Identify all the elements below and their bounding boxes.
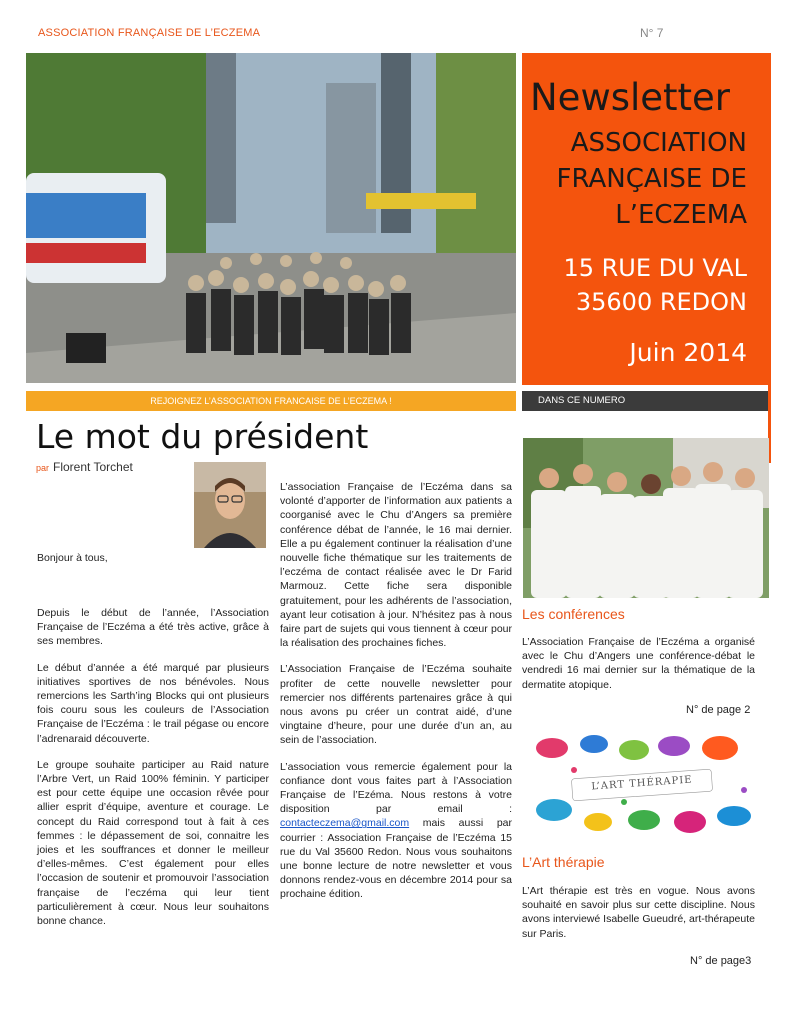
address-line: 15 RUE DU VAL bbox=[563, 254, 747, 282]
newsletter-title: Newsletter bbox=[530, 76, 731, 119]
paragraph: L’association Française de l’Eczéma dans sa volonté d’apporter de l’information aux patients a coorganisé avec le Chu d’Angers sa première conférence débat de l’année, le 16 mai dernier. Elle a pu également continuer la réalisation d’une nouvelle fiche thématique sur les traitements de l’eczéma de contact réalisée avec le Dr Farid Marmouz. Cette fiche sera disponible gratuitement, pour les adhérents de l’association, ayant leur cotisation à jour. N’hésitez pas à nous faire part de sujets qui vous tiennent à cœur pour la réalisation des prochaines fiches. bbox=[280, 481, 512, 650]
orange-edge bbox=[768, 53, 771, 463]
author-name: Florent Torchet bbox=[53, 460, 133, 474]
art-therapy-illustration bbox=[524, 730, 760, 840]
contact-text-pre: L’association vous remercie également pour la confiance dont vous faites part à l’Association Française de l’Ezéma. Nous restons à votre disposition par email : bbox=[280, 760, 512, 816]
issue-number: N° 7 bbox=[640, 26, 664, 40]
conferences-text: L’Association Française de l’Eczéma a organisé avec le Chu d’Angers une conférence-débat le vendredi 16 mai dernier sur la thématique de la dermatite atopique. bbox=[522, 636, 755, 691]
contents-banner: DANS CE NUMERO bbox=[522, 391, 768, 411]
paragraph: Le groupe souhaite participer au Raid nature l’Arbre Vert, un Raid 100% féminin. Y participer est pour cette équipe une occasion rêvée pour allier esprit d’équipe, aventure et courage. Le concept du Raid correspond tout à fait à ces femmes : le dépassement de soi, connaitre les joies et les souffrances et donner le meilleur d’elles-mêmes. C’est également pour elles l’occasion de soutenir et promouvoir l’association française de l’eczéma qui leur tient particulièrement à cœur. Nous leur souhaitons bonne chance. bbox=[37, 758, 269, 928]
issue-date: Juin 2014 bbox=[629, 338, 747, 367]
section-title-conferences: Les conférences bbox=[522, 606, 625, 622]
hero-photo-runners bbox=[26, 53, 516, 383]
org-line: ASSOCIATION bbox=[570, 128, 747, 158]
contact-text-post: mais aussi par courrier : Association Française de l’Eczéma 15 rue du Val 35600 Redon. Nous vous souhaitons une bonne lecture de notre newsletter et vous donnons rendez-vous en décembre 2014 pour sa prochaine édition. bbox=[280, 817, 512, 901]
paragraph: Le début d’année a été marqué par plusieurs initiatives sportives de nos bénévoles. Nous remercions les Sarth’ing Blocks qui ont plusieurs fois couru sous les couleurs de l’Association Française de l’Eczéma : le trail pégase ou encore l’adrenaraid découverte. bbox=[37, 661, 269, 745]
article-column-1-body bbox=[37, 606, 269, 940]
masthead-address bbox=[517, 251, 747, 319]
paragraph-contact bbox=[280, 760, 512, 902]
article-column-1 bbox=[37, 551, 269, 577]
conference-photo bbox=[523, 438, 769, 598]
byline-prefix: par bbox=[36, 463, 50, 473]
art-therapy-text: L’Art thérapie est très en vogue. Nous avons souhaité en savoir plus sur cette discipline. Nous avons interviewé Isabelle Gueudré, art-thérapeute sur Paris. bbox=[522, 885, 755, 940]
org-line: FRANÇAISE DE bbox=[556, 164, 747, 194]
section-title-art-therapy: L’Art thérapie bbox=[522, 854, 605, 870]
byline bbox=[36, 460, 133, 474]
paragraph: Depuis le début de l’année, l’Association Française de l’Eczéma a été très active, grâce à ses membres. bbox=[37, 607, 269, 648]
art-therapy-logo-text: L’ART THÉRAPIE bbox=[591, 774, 693, 793]
art-therapy-page-ref: N° de page3 bbox=[690, 955, 752, 967]
join-banner: REJOIGNEZ L’ASSOCIATION FRANCAISE DE L’ECZEMA ! bbox=[26, 391, 516, 411]
conferences-page-ref: N° de page 2 bbox=[686, 704, 751, 716]
email-link[interactable]: contacteczema@gmail.com bbox=[280, 817, 410, 830]
article-title: Le mot du président bbox=[36, 417, 369, 456]
running-header: ASSOCIATION FRANÇAISE DE L’ECZEMA bbox=[38, 27, 261, 39]
address-line: 35600 REDON bbox=[575, 288, 747, 316]
org-line: L’ECZEMA bbox=[615, 200, 747, 230]
masthead-org bbox=[517, 125, 747, 233]
paragraph: L’Association Française de l’Eczéma souhaite profiter de cette nouvelle newsletter pour remercier nos différents partenaires grâce à qui nous avons pu créer un contrat aidé, d’une vingtaine d’heure, pour une durée d’un an, au sein de l’association. bbox=[280, 663, 512, 747]
author-portrait bbox=[194, 462, 266, 548]
paragraph: Bonjour à tous, bbox=[37, 552, 108, 564]
article-column-2 bbox=[280, 480, 512, 914]
